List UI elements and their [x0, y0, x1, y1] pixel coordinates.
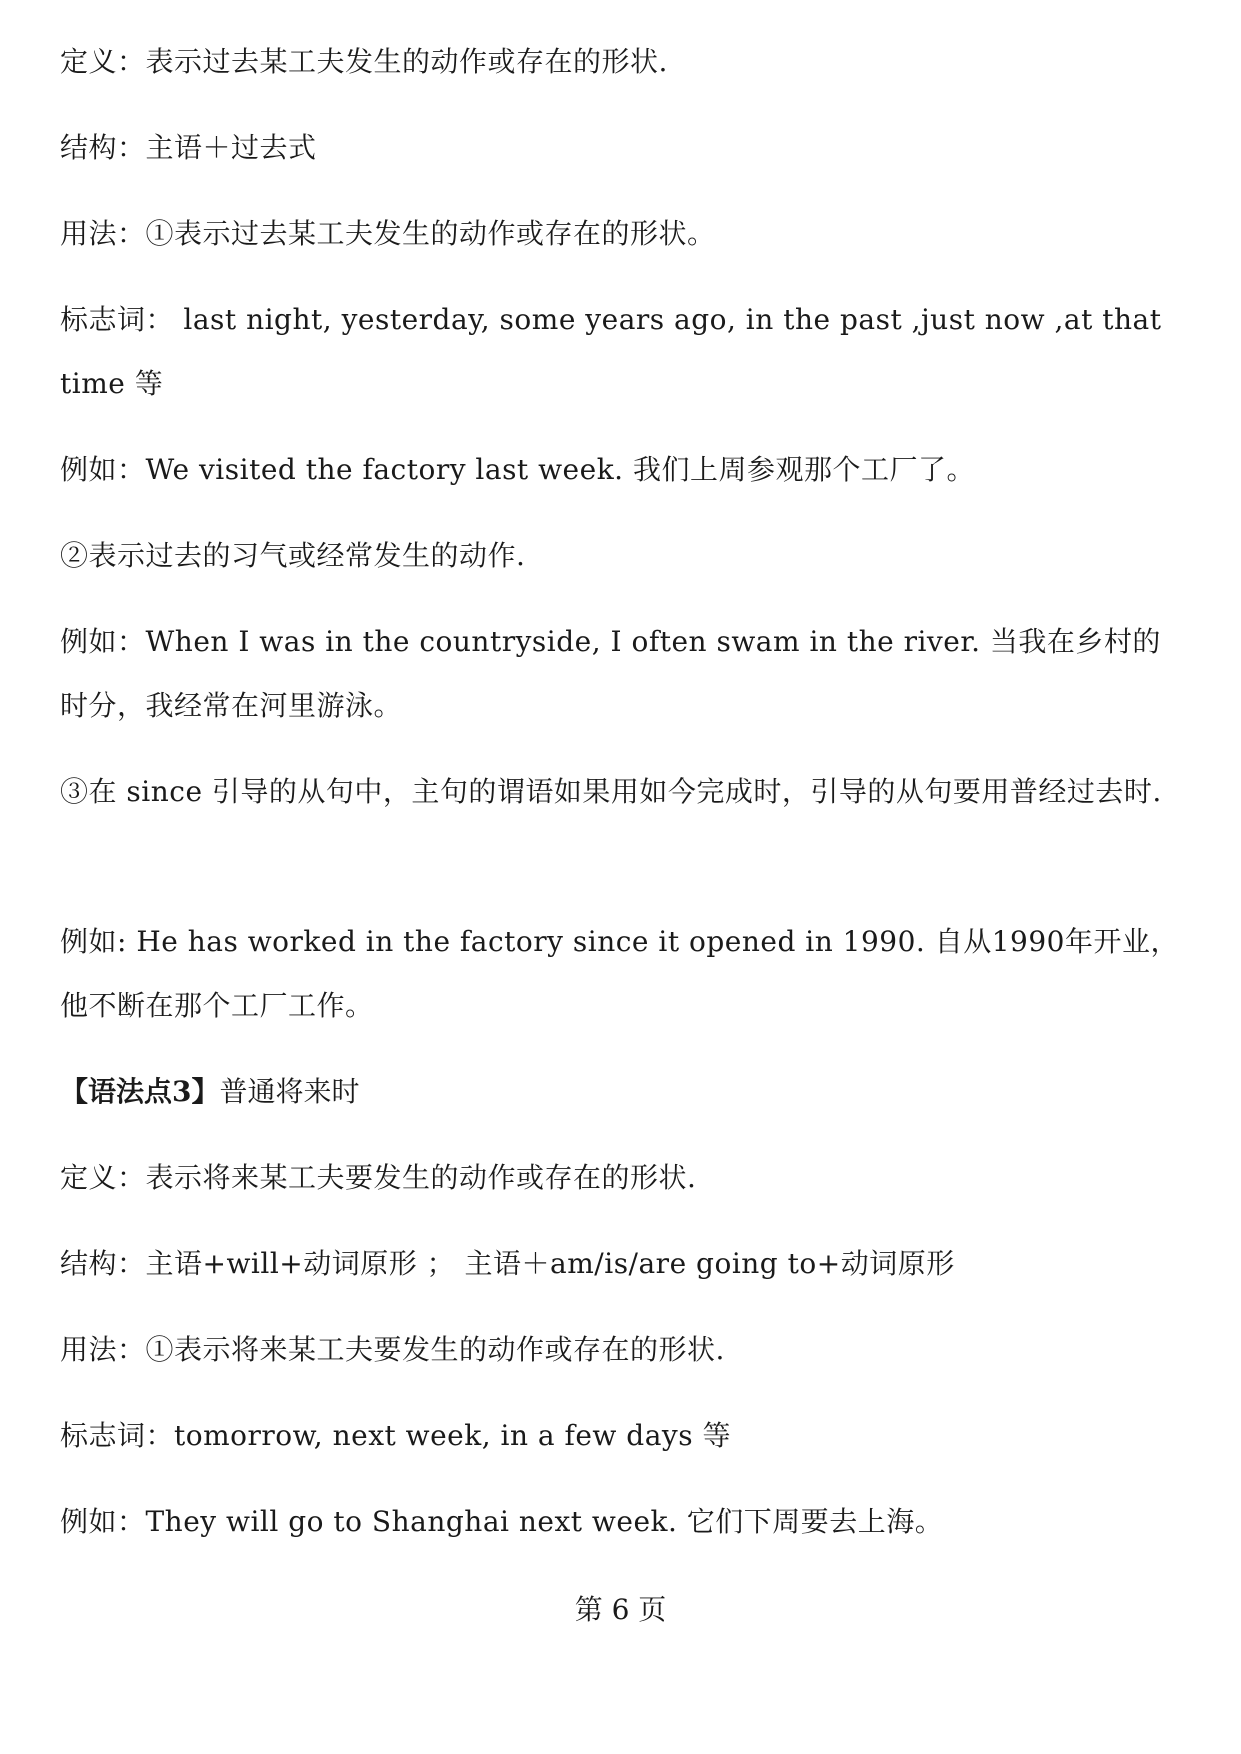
paragraph-signal-words-past: 标志词： last night, yesterday, some years ago, in the past ,just now ,at that time 等	[60, 303, 1162, 400]
paragraph-structure-past: 结构：主语＋过去式	[60, 131, 317, 164]
paragraph-definition-future: 定义：表示将来某工夫要发生的动作或存在的形状.	[60, 1161, 697, 1194]
paragraph-usage-past-2: ②表示过去的习气或经常发生的动作.	[60, 539, 526, 572]
paragraph-example-past-2: 例如：When I was in the countryside, I often swam in the river. 当我在乡村的时分，我经常在河里游泳。	[60, 625, 1161, 722]
paragraph-example-future-1: 例如：They will go to Shanghai next week. 它们下周要去上海。	[60, 1505, 944, 1538]
paragraph-example-past-1: 例如：We visited the factory last week. 我们上周参观那个工厂了。	[60, 453, 975, 486]
section-heading-label: 【语法点3】	[60, 1075, 220, 1108]
paragraph-signal-words-future: 标志词：tomorrow, next week, in a few days 等	[60, 1419, 732, 1452]
paragraph-usage-past-1: 用法：①表示过去某工夫发生的动作或存在的形状。	[60, 217, 716, 250]
paragraph-definition-past: 定义：表示过去某工夫发生的动作或存在的形状.	[60, 45, 668, 78]
paragraph-usage-future-1: 用法：①表示将来某工夫要发生的动作或存在的形状.	[60, 1333, 725, 1366]
page-number: 第 6 页	[574, 1593, 667, 1626]
paragraph-structure-future: 结构：主语+will+动词原形 ； 主语＋am/is/are going to+动词原形	[60, 1247, 955, 1280]
section-heading-title: 普通将来时	[219, 1075, 360, 1108]
section-heading-grammar-point-3	[60, 1060, 360, 1124]
paragraph-usage-past-3: ③在 since 引导的从句中，主句的谓语如果用如今完成时，引导的从句要用普经过去时.	[60, 775, 1162, 808]
paragraph-example-past-3: 例如: He has worked in the factory since it opened in 1990. 自从1990年开业，他不断在那个工厂工作。	[60, 925, 1179, 1022]
